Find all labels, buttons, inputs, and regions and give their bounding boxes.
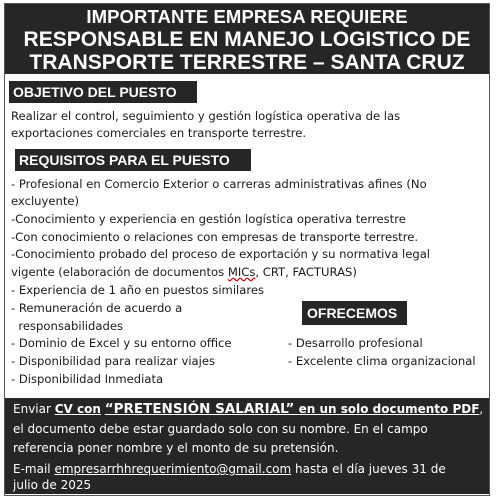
objetivo-line-2: exportaciones comerciales en transporte terrestre. xyxy=(11,126,307,140)
footer-line-3: referencia poner nombre y el monto de su pretensión. xyxy=(13,441,339,455)
requisito-line: - Profesional en Comercio Exterior o carreras administrativas afines (No xyxy=(11,177,427,191)
requisito-line: -Conocimiento y experiencia en gestión logística operativa terrestre xyxy=(11,212,406,226)
footer-text: hasta el día jueves 31 de xyxy=(291,462,446,476)
ofrecemos-item: - Excelente clima organizacional xyxy=(288,354,476,368)
requisito-line: - Experiencia de 1 año en puestos similares xyxy=(11,283,265,297)
header-line-1: IMPORTANTE EMPRESA REQUIERE xyxy=(86,6,408,27)
requisito-line: -Con conocimiento o relaciones con empresas de transporte terrestre. xyxy=(11,230,419,244)
footer-text: , xyxy=(479,402,484,416)
pdf-text: en un solo documento PDF xyxy=(294,402,480,416)
footer-line-2: el documento debe estar guardado solo con su nombre. En el campo xyxy=(13,422,428,436)
footer-line-5: julio de 2025 xyxy=(13,478,92,492)
requisito-line: - Remuneración de acuerdo a xyxy=(11,301,183,315)
mics-text: MICs xyxy=(227,265,256,279)
requisito-line xyxy=(11,264,357,282)
email-link[interactable]: empresarrhhrequerimiento@gmail.com xyxy=(54,462,292,476)
header-line-3: TRANSPORTE TERRESTRE – SANTA CRUZ xyxy=(29,51,465,74)
requisito-line: excluyente) xyxy=(11,194,80,208)
objetivo-line-1: Realizar el control, seguimiento y gestión logística operativa de las xyxy=(11,109,401,123)
ofrecemos-heading: OFRECEMOS xyxy=(302,301,407,325)
requisito-line: - Disponibilidad Inmediata xyxy=(11,372,164,386)
cv-text: CV con xyxy=(54,402,101,416)
objetivo-heading: OBJETIVO DEL PUESTO xyxy=(9,81,197,103)
footer-line-1 xyxy=(13,399,483,419)
requisitos-heading: REQUISITOS PARA EL PUESTO xyxy=(15,149,251,171)
footer-text: E-mail xyxy=(13,462,55,476)
pretension-text: “PRETENSIÓN SALARIAL” xyxy=(104,401,295,417)
requisito-line: -Conocimiento probado del proceso de exportación y su normativa legal xyxy=(11,247,431,261)
header-line-2: RESPONSABLE EN MANEJO LOGISTICO DE xyxy=(23,28,471,51)
requisito-text: , CRT, FACTURAS) xyxy=(255,265,357,279)
requisito-line: responsabilidades xyxy=(11,319,124,333)
requisito-line: - Disponibilidad para realizar viajes xyxy=(11,354,216,368)
header-banner xyxy=(5,4,489,74)
ofrecemos-item: - Desarrollo profesional xyxy=(288,336,423,350)
footer-text: Enviar xyxy=(13,402,55,416)
footer-instructions xyxy=(5,398,489,494)
requisito-line: - Dominio de Excel y su entorno office xyxy=(11,336,232,350)
requisito-text: vigente (elaboración de documentos xyxy=(11,265,228,279)
